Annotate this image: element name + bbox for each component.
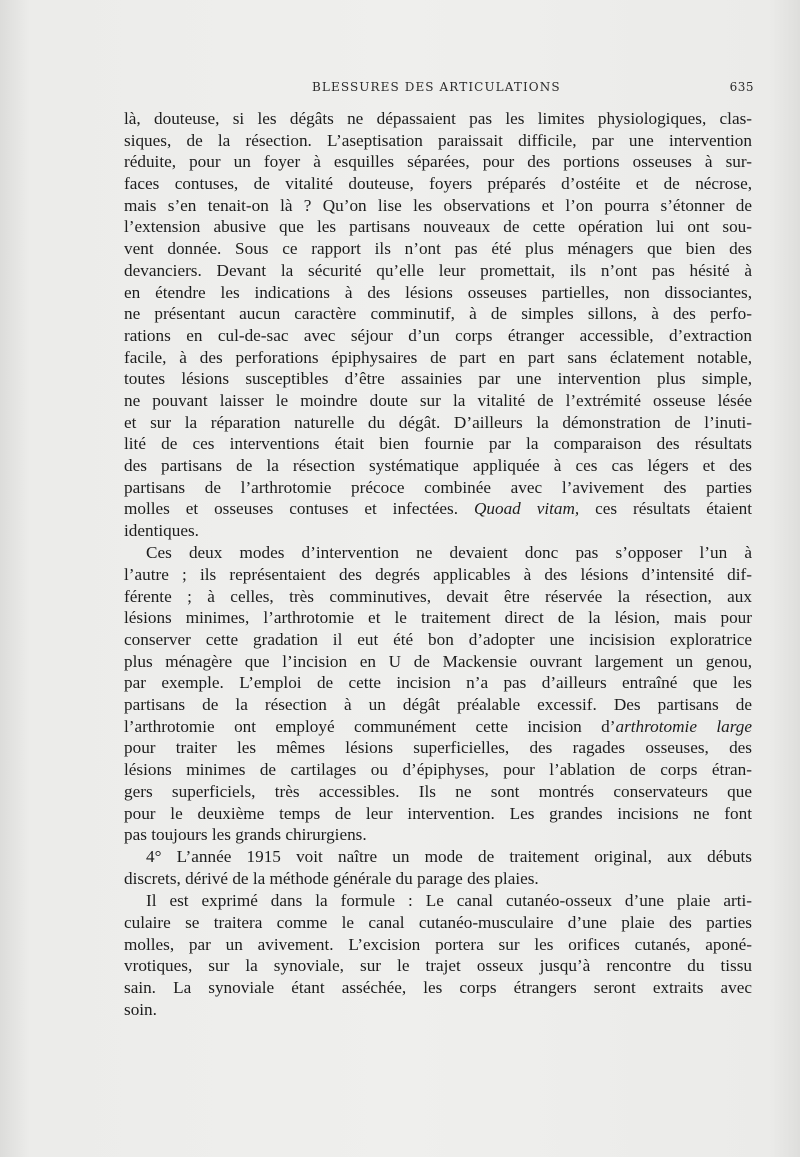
text-line: vrotiques, sur la synoviale, sur le trajet osseux jusqu’à rencontre du tissu: [124, 956, 752, 976]
running-title: BLESSURES DES ARTICULATIONS: [312, 80, 561, 94]
text-line: et sur la réparation naturelle du dégât. D’ailleurs la démonstration de l’inuti-: [124, 412, 752, 432]
text-line: partisans de l’arthrotomie précoce combinée avec l’avivement des parties: [124, 477, 752, 497]
text-line: rations en cul-de-sac avec séjour d’un corps étranger accessible, d’extraction: [124, 325, 752, 345]
body-text: [124, 108, 752, 1020]
text-line: l’extension abusive que les partisans nouveaux de cette opération lui ont sou-: [124, 217, 752, 237]
text-line: toutes lésions susceptibles d’être assainies par une intervention plus simple,: [124, 369, 752, 389]
text-line: par exemple. L’emploi de cette incision n’a pas d’ailleurs entraîné que les: [124, 673, 752, 693]
text-line: lité de ces interventions était bien fournie par la comparaison des résultats: [124, 434, 752, 454]
text-line: pour le deuxième temps de leur intervention. Les grandes incisions ne font: [124, 803, 752, 823]
text-segment: ces résultats étaient: [595, 499, 752, 519]
text-line: devanciers. Devant la sécurité qu’elle leur promettait, ils n’ont pas hésité à: [124, 260, 752, 280]
text-line: facile, à des perforations épiphysaires de part en part sans éclatement notable,: [124, 347, 752, 367]
text-line: partisans de la résection à un dégât préalable excessif. Des partisans de: [124, 695, 752, 715]
text-line: réduite, pour un foyer à esquilles séparées, pour des portions osseuses à sur-: [124, 152, 752, 172]
text-line: soin.: [124, 999, 157, 1019]
text-line: identiques.: [124, 521, 199, 541]
text-line: [124, 498, 752, 520]
italic-phrase: arthrotomie large: [615, 716, 752, 736]
text-line: Ces deux modes d’intervention ne devaient donc pas s’opposer l’un à: [146, 543, 752, 563]
page-header: [124, 80, 754, 102]
text-line: [124, 716, 752, 738]
text-line: lésions minimes, l’arthrotomie et le traitement direct de la lésion, mais pour: [124, 608, 752, 628]
text-line: ne pouvant laisser le moindre doute sur la vitalité de l’extrémité osseuse lésée: [124, 390, 752, 410]
paragraph-3: [124, 846, 752, 889]
text-line: 4° L’année 1915 voit naître un mode de traitement original, aux débuts: [146, 847, 752, 867]
page-number: 635: [729, 80, 754, 94]
text-line: pour traiter les mêmes lésions superficielles, des ragades osseuses, des: [124, 738, 752, 758]
text-line: lésions minimes de cartilages ou d’épiphyses, pour l’ablation de corps étran-: [124, 760, 752, 780]
text-line: gers superficiels, très accessibles. Ils ne sont montrés conservateurs que: [124, 781, 752, 801]
text-line: en étendre les indications à des lésions osseuses partielles, non dissociantes,: [124, 282, 752, 302]
text-line: conserver cette gradation il eut été bon d’adopter une incisision exploratrice: [124, 630, 752, 649]
text-line: mais s’en tenait-on là ? Qu’on lise les observations et l’on pourra s’étonner de: [124, 195, 752, 215]
italic-phrase: Quoad vitam,: [473, 499, 580, 519]
text-segment: l’arthrotomie ont employé communément cette incision d’: [124, 716, 616, 736]
paragraph-1: [124, 108, 752, 542]
text-line: Il est exprimé dans la formule : Le canal cutanéo-osseux d’une plaie arti-: [146, 891, 752, 911]
text-line: siques, de la résection. L’aseptisation paraissait difficile, par une intervention: [124, 130, 752, 150]
paragraph-4: [124, 890, 752, 1020]
text-line: culaire se traitera comme le canal cutanéo-musculaire d’une plaie des parties: [124, 912, 752, 932]
text-line: là, douteuse, si les dégâts ne dépassaient pas les limites physiologiques, clas-: [124, 109, 752, 128]
text-line: pas toujours les grands chirurgiens.: [124, 825, 367, 845]
text-line: sain. La synoviale étant asséchée, les corps étrangers seront extraits avec: [124, 978, 752, 997]
paragraph-2: [124, 542, 752, 846]
text-line: des partisans de la résection systématique appliquée à ces cas légers et des: [124, 456, 752, 475]
text-line: l’autre ; ils représentaient des degrés applicables à des lésions d’intensité dif-: [124, 564, 752, 584]
text-line: férente ; à celles, très comminutives, devait être réservée la résection, aux: [124, 586, 752, 606]
text-segment: molles et osseuses contuses et infectées.: [124, 499, 459, 519]
text-line: discrets, dérivé de la méthode générale du parage des plaies.: [124, 869, 539, 889]
text-line: vent donnée. Sous ce rapport ils n’ont pas été plus ménagers que bien des: [124, 239, 752, 259]
text-line: plus ménagère que l’incision en U de Mackensie ouvrant largement un genou,: [124, 651, 752, 671]
text-line: faces contuses, de vitalité douteuse, foyers préparés d’ostéite et de nécrose,: [124, 174, 752, 194]
text-line: molles, par un avivement. L’excision portera sur les orifices cutanés, aponé-: [124, 934, 752, 954]
text-line: ne présentant aucun caractère comminutif, à de simples sillons, à des perfo-: [124, 304, 752, 324]
